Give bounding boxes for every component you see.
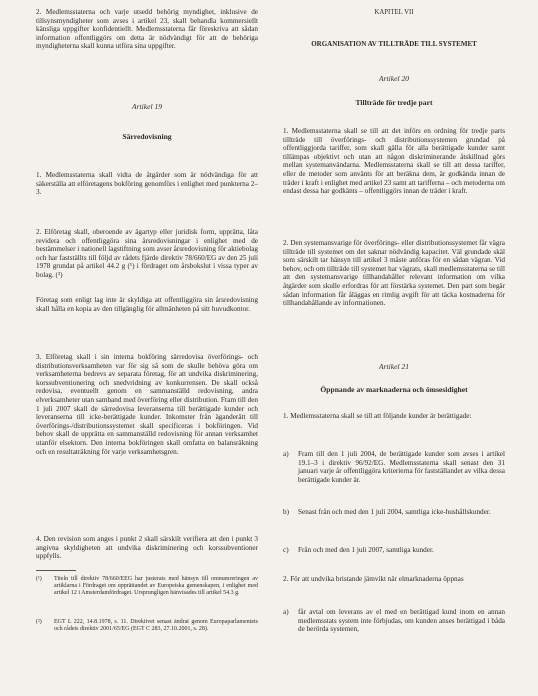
list-item-c-marker: c) — [283, 546, 289, 554]
article-19-paragraph-4: 4. Den revision som anges i punkt 2 skall särskilt verifiera att den i punkt 3 angivna skyldigheten att undvika diskriminering och korssubventioner uppfylls. — [36, 535, 258, 561]
list-item-b-marker: b) — [283, 508, 289, 516]
list-item-a-2 — [283, 608, 505, 634]
footnote-1-text: Titeln till direktiv 78/660/EEG har justerats med hänsyn till omnumreringen av artiklarna i Fördraget om upprättandet av Europeiska gemenskapen, i enlighet med artikel 12 i Amsterdamfördraget. Ursprungligen hänvisades till artikel 54.3 g. — [54, 576, 258, 597]
footnote-1 — [36, 576, 258, 598]
list-item-c — [283, 546, 505, 555]
list-item-a-2-marker: a) — [283, 608, 289, 616]
article-19-paragraph-2: 2. Elföretag skall, oberoende av ägartyp eller juridisk form, upprätta, låta revidera och offentliggöra sina årsredovisningar i enlighet med de bestämmelser i nationell lagstiftning som avser årsredovisning för aktiebolag och har fastställts till följd av rådets fjärde direktiv 78/660/EG av den 25 juli 1978 grundat på artikel 44.2 g (¹) i fördraget om årsbokslut i vissa typer av bolag. (²) — [36, 228, 258, 279]
footnote-1-marker: (¹) — [36, 576, 42, 582]
article-20-label: Artikel 20 — [378, 74, 410, 83]
chapter-label: KAPITEL VII — [374, 9, 414, 16]
article-21-label: Artikel 21 — [378, 362, 410, 371]
article-20-paragraph-1: 1. Medlemsstaterna skall se till att det införs en ordning för tredje parts tillträde till överförings- och distributionssystemen grundad på offentliggjorda tariffer, som skall gälla för alla berättigade kunder samt tillämpas objektivt och utan att någon diskriminerande åtskillnad görs mellan systemanvändarna. Medlemsstaterna skall se till att dessa tariffer, eller de metoder som använts för att beräkna dem, är godkända innan de träder i kraft i enlighet med artikel 23 samt att tarifferna – och metoderna om endast dessa har godkänts – offentliggörs innan de träder i kraft. — [283, 127, 505, 196]
article-21-title: Öppnande av marknaderna och ömsesidighet — [320, 385, 468, 394]
footnote-2 — [36, 619, 258, 633]
article-19-paragraph-3: 3. Elföretag skall i sin interna bokföring särredovisa överförings- och distributionsverksamheten var för sig så som de skulle behöva göra om verksamheterna bedrevs av separata företag, för att undvika diskriminering, korssubventionering och snedvridning av konkurrensen. De skall också redovisa, eventuellt genom en sammanställd redovisning, andra elverksamheter utan samband med överföring eller distribution. Fram till den 1 juli 2007 skall de särredovisa leveranserna till berättigade kunder och leveranserna till icke-berättigade kunder. Inkomster från äganderätt till överförings-/distributionssystemet skall specificeras i bokföringen. Vid behov skall de upprätta en sammanställd redovisning för annan verksamhet utanför elsektorn. Den interna bokföringen skall omfatta en balansräkning och en resultaträkning för varje verksamhetsgren. — [36, 353, 258, 456]
article-20-paragraph-2: 2. Den systemansvarige för överförings- eller distributionssystemet får vägra tillträde till systemet om det saknar nödvändig kapacitet. Väl grundade skäl som särskilt tar hänsyn till artikel 3 måste anföras för en sådan vägran. Vid behov, och om tillträde till systemet har vägrats, skall medlemsstaterna se till att den systemansvarige tillhandahåller relevant information om vilka åtgärder som skulle erfordras för att förstärka systemet. Den part som begär sådan information får åläggas en rimlig avgift för att täcka kostnaderna för tillhandahållande av informationen. — [283, 239, 505, 308]
article-20-title: Tillträde för tredje part — [355, 98, 433, 107]
list-item-b — [283, 508, 505, 517]
list-item-a-text: Fram till den 1 juli 2004, de berättigade kunder som avses i artikel 19.1–3 i direktiv 96/92/EG. Medlemsstaterna skall senast den 31 januari varje år offentliggöra kriterierna för fastställandet av vilka dessa berättigade kunder är. — [298, 450, 505, 484]
list-item-b-text: Senast från och med den 1 juli 2004, samtliga icke-hushållskunder. — [298, 508, 491, 516]
chapter-title: ORGANISATION AV TILLTRÄDE TILL SYSTEMET — [311, 40, 477, 48]
article-19-label: Artikel 19 — [131, 102, 163, 111]
footnote-rule — [36, 570, 76, 571]
article-21-paragraph-2: 2. För att undvika bristande jämvikt när elmarknaderna öppnas — [283, 575, 464, 583]
list-item-a-2-text: får avtal om leverans av el med en berättigad kund inom en annan medlemsstats system inte förbjudas, om kunden anses berättigad i båda de berörda systemen, — [298, 608, 505, 634]
list-item-a — [283, 450, 505, 484]
article-19-paragraph-2b: Företag som enligt lag inte är skyldiga att offentliggöra sin årsredovisning skall hålla en kopia av den tillgänglig för allmänheten på sitt huvudkontor. — [36, 296, 258, 313]
article-21-paragraph-1: 1. Medlemsstaterna skall se till att följande kunder är berättigade: — [283, 412, 472, 420]
article-19-title: Särredovisning — [122, 132, 172, 141]
intro-paragraph: 2. Medlemsstaterna och varje utsedd behörig myndighet, inklusive de tillsynsmyndigheter som avses i artikel 23, skall behandla kommersiellt känsliga uppgifter konfidentiellt. Medlemsstaterna får föreskriva att sådan information offentliggörs om detta är nödvändigt för att de behöriga myndigheterna skall kunna utföra sina uppgifter. — [36, 8, 258, 51]
footnote-2-marker: (²) — [36, 619, 42, 625]
list-item-a-marker: a) — [283, 450, 289, 458]
article-19-paragraph-1: 1. Medlemsstaterna skall vidta de åtgärder som är nödvändiga för att säkerställa att elföretagens bokföring genomförs i enlighet med punkterna 2–3. — [36, 171, 258, 197]
list-item-c-text: Från och med den 1 juli 2007, samtliga kunder. — [298, 546, 434, 554]
footnote-2-text: EGT L 222, 14.8.1978, s. 11. Direktivet senast ändrat genom Europaparlamentets och rådets direktiv 2001/65/EG (EGT C 283, 27.10.2001, s. 28). — [54, 619, 258, 633]
